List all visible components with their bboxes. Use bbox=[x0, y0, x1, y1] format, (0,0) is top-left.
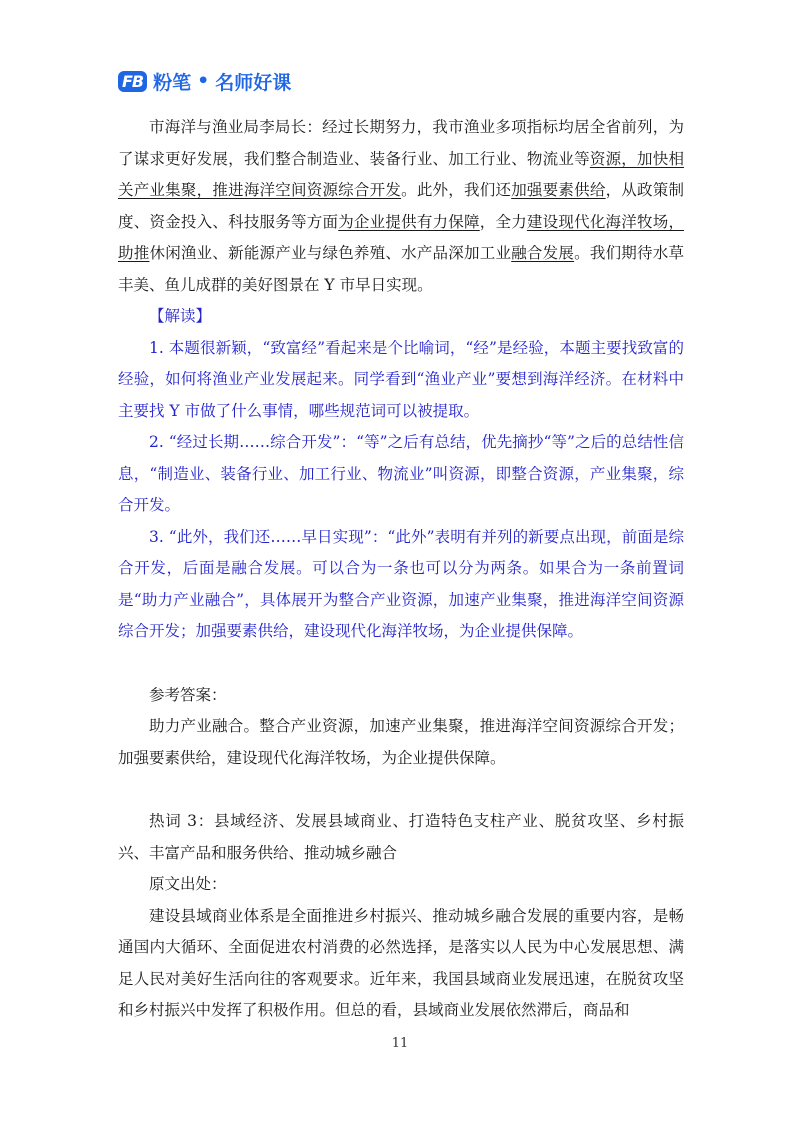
hotword-title: 热词 3：县域经济、发展县域商业、打造特色支柱产业、脱贫攻坚、乡村振兴、丰富产品和服务供给、推动城乡融合 bbox=[118, 812, 684, 862]
brand-slogan: 名师好课 bbox=[215, 71, 292, 94]
analysis-title: 【解读】 bbox=[149, 307, 212, 325]
brand-dot: • bbox=[197, 70, 210, 92]
passage-text: 休闲渔业、新能源产业与绿色养殖、水产品深加工业 bbox=[149, 244, 512, 262]
header-logo bbox=[118, 66, 291, 96]
passage-text: 。我们期待水草丰美、鱼儿成群的美好图景在 Y 市早日实现。 bbox=[118, 244, 684, 294]
source-label: 原文出处： bbox=[149, 875, 227, 893]
answer-text: 助力产业融合。整合产业资源，加速产业集聚，推进海洋空间资源综合开发；加强要素供给，建设现代化海洋牧场，为企业提供保障。 bbox=[118, 717, 684, 767]
underlined-phrase: 加强要素供给 bbox=[511, 181, 606, 199]
passage-text: ，从政策制度、资金投入、科技服务等方面 bbox=[118, 181, 684, 231]
analysis-point-3: 3. “此外，我们还……早日实现”：“此外”表明有并列的新要点出现，前面是综合开发，后面是融合发展。可以合为一条也可以分为两条。如果合为一条前置词是“助力产业融合”，具体展开为整合产业资源，加速产业集聚，推进海洋空间资源综合开发；加强要素供给，建设现代化海洋牧场，为企业提供保障。 bbox=[118, 527, 684, 640]
page-number: 11 bbox=[391, 1036, 409, 1051]
analysis-point-1: 1. 本题很新颖，“致富经”看起来是个比喻词，“经”是经验，本题主要找致富的经验，如何将渔业产业发展起来。同学看到“渔业产业”要想到海洋经济。在材料中主要找 Y 市做了什么事情，哪些规范词可以被提取。 bbox=[118, 338, 684, 420]
passage-text: ，全力 bbox=[479, 212, 527, 231]
brand-name: 粉笔 bbox=[153, 71, 192, 94]
answer-title: 参考答案： bbox=[149, 685, 227, 704]
source-text: 建设县域商业体系是全面推进乡村振兴、推动城乡融合发展的重要内容，是畅通国内大循环、全面促进农村消费的必然选择，是落实以人民为中心发展思想、满足人民对美好生活向往的客观要求。近年来，我国县域商业发展迅速，在脱贫攻坚和乡村振兴中发挥了积极作用。但总的看，县域商业发展依然滞后，商品和 bbox=[118, 906, 684, 1019]
fenbi-logo-icon: FB bbox=[118, 71, 147, 92]
analysis-point-2: 2. “经过长期……综合开发”：“等”之后有总结，优先摘抄“等”之后的总结性信息，“制造业、装备行业、加工行业、物流业”叫资源，即整合资源，产业集聚，综合开发。 bbox=[118, 433, 684, 514]
passage-text: 市海洋与渔业局李局长：经过长期努力，我市渔业多项指标均居全省前列，为了谋求更好发展，我们整合制造业、装备行业、加工行业、物流业等 bbox=[118, 118, 684, 168]
material-passage bbox=[118, 112, 684, 301]
underlined-phrase: 建设现代化海洋牧场，助推 bbox=[118, 212, 684, 262]
passage-text: 。此外，我们还 bbox=[401, 181, 512, 199]
underlined-phrase: 为企业提供有力保障 bbox=[338, 212, 480, 231]
underlined-phrase: 资源，加快相关产业集聚，推进海洋空间资源综合开发 bbox=[118, 149, 684, 199]
underlined-phrase: 融合发展 bbox=[511, 244, 575, 262]
document-body bbox=[118, 112, 684, 1027]
